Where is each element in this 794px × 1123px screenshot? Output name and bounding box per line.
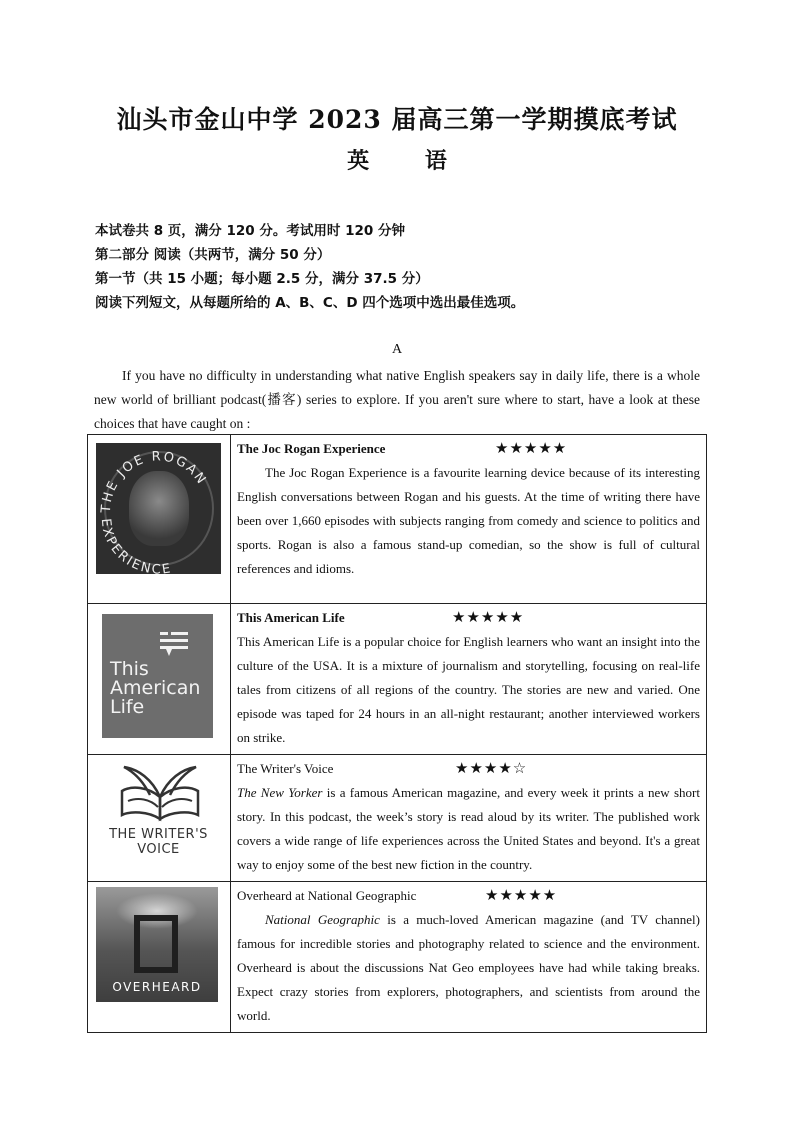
magazine-name: The New Yorker <box>237 785 323 800</box>
overheard-cover-image <box>96 887 218 1002</box>
instruction-line: 本试卷共 8 页，满分 120 分。考试用时 120 分钟 <box>95 223 405 239</box>
svg-text:THE JOE ROGAN <box>99 449 210 514</box>
passage-letter: A <box>391 342 403 357</box>
magazine-name: National Geographic <box>265 912 380 927</box>
podcast-image-cell <box>88 882 231 1033</box>
cover-word: THE WRITER'S <box>109 827 208 842</box>
cover-lettering <box>96 443 221 574</box>
cover-title <box>96 827 221 857</box>
exam-subject: 英 语 <box>347 148 471 174</box>
podcast-description-cell <box>231 755 707 882</box>
open-book-icon <box>120 761 200 825</box>
podcast-name: Overheard at National Geographic <box>237 888 417 903</box>
this-american-life-cover-image <box>102 614 213 738</box>
rating-stars: ★★★★☆ <box>455 761 528 777</box>
instruction-line: 阅读下列短文，从每题所给的 A、B、C、D 四个选项中选出最佳选项。 <box>95 295 525 311</box>
yellow-border-frame <box>134 915 178 973</box>
podcast-image-cell <box>88 435 231 604</box>
cover-text-top: THE JOE ROGAN <box>98 449 210 514</box>
table-row <box>88 604 707 755</box>
podcast-description-cell <box>231 435 707 604</box>
rating-stars: ★★★★★ <box>495 441 568 457</box>
svg-text:EXPERIENCE <box>98 518 174 574</box>
podcast-description-cell <box>231 882 707 1033</box>
table-row <box>88 755 707 882</box>
rating-stars: ★★★★★ <box>452 610 525 626</box>
podcast-name: This American Life <box>237 610 345 625</box>
podcast-description <box>237 781 700 877</box>
podcast-description-cell <box>231 604 707 755</box>
joe-rogan-cover-image <box>96 443 221 574</box>
podcast-image-cell <box>88 604 231 755</box>
podcast-table <box>87 434 707 1033</box>
cover-word: American <box>110 677 201 699</box>
description-text: is a famous American magazine, and every week it prints a new short story. In this podcast, the week’s story is read aloud by its writer. The published work covers a wide range of life experiences across the United States and beyond. It's a great way to enjoy some of the best new fiction in the country. <box>237 785 700 872</box>
cover-word: VOICE <box>137 842 180 857</box>
instruction-line: 第一节（共 15 小题；每小题 2.5 分，满分 37.5 分） <box>95 271 429 287</box>
writers-voice-cover-image <box>96 759 221 869</box>
podcast-description: This American Life is a popular choice for English learners who want an insight into the culture of the USA. It is a mixture of journalism and storytelling, focusing on real-life tales from citizens of all regions of the country. The stories are new and varied. One episode was taped for 24 hours in an all-night restaurant; another interviewed workers on strike. <box>237 634 700 745</box>
cover-word: This <box>110 658 149 680</box>
podcast-image-cell <box>88 755 231 882</box>
cover-title: OVERHEARD <box>112 980 202 994</box>
cover-text-bottom: EXPERIENCE <box>97 517 174 574</box>
podcast-description: The Joc Rogan Experience is a favourite learning device because of its interesting English conversations between Rogan and his guests. At the time of writing there have been over 1,660 episodes with subjects ranging from comedy and science to politics and sports. Rogan is also a famous stand-up comedian, so the show is full of cultural references and idioms. <box>237 465 700 576</box>
passage-intro: If you have no difficulty in understanding what native English speakers say in daily life, there is a whole new world of brilliant podcast(播客) series to explore. If you aren't sure where to start, have a look at these choices that have caught on : <box>94 368 700 431</box>
podcast-name: The Joc Rogan Experience <box>237 441 386 456</box>
description-text: is a much-loved American magazine (and TV channel) famous for incredible stories and photography related to science and the environment. Overheard is about the discussions Nat Geo employees have had while taking breaks. Expect crazy stories from explorers, photographers, and scientists from around the world. <box>237 912 700 1023</box>
podcast-description <box>237 908 700 1028</box>
speech-flag-icon <box>160 632 190 660</box>
instruction-line: 第二部分 阅读（共两节，满分 50 分） <box>95 247 331 263</box>
rating-stars: ★★★★★ <box>485 888 558 904</box>
exam-instructions <box>95 219 715 315</box>
table-row <box>88 435 707 604</box>
podcast-name: The Writer's Voice <box>237 761 334 776</box>
exam-title: 汕头市金山中学 2023 届高三第一学期摸底考试 <box>116 105 678 134</box>
table-row <box>88 882 707 1033</box>
cover-word: Life <box>110 696 145 718</box>
cover-title <box>110 660 200 717</box>
